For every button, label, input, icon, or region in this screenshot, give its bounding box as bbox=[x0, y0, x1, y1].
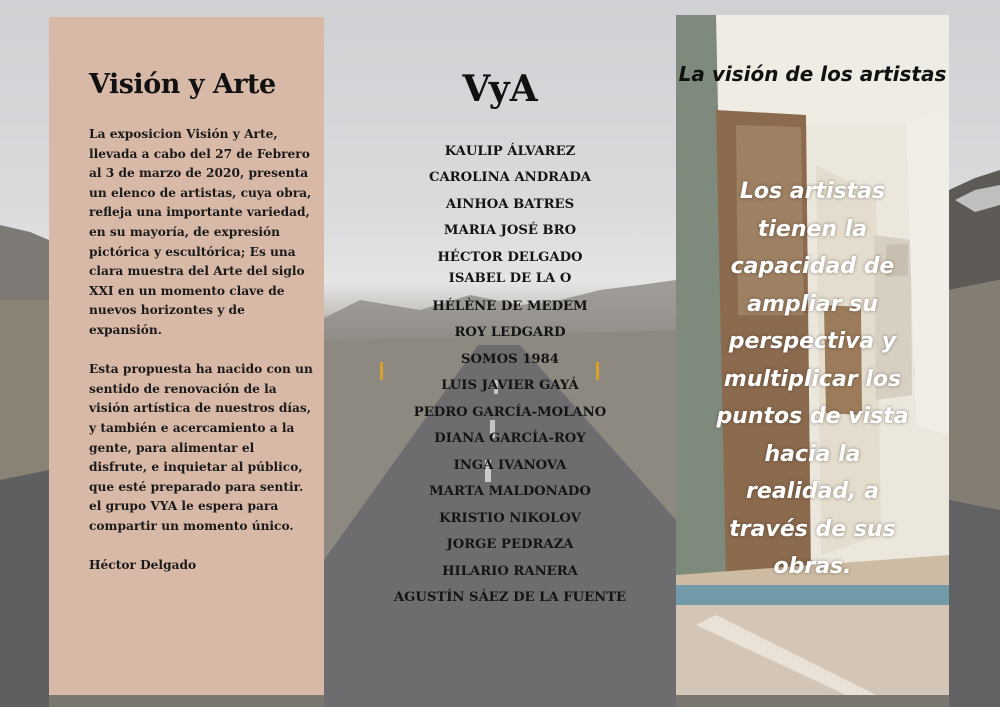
artist-name: HÉLÈNE DE MEDEM bbox=[432, 299, 588, 314]
artist-name: LUIS JAVIER GAYÁ bbox=[441, 378, 579, 393]
signature: Héctor Delgado bbox=[89, 558, 197, 573]
artist-name: HILARIO RANERA bbox=[442, 564, 578, 579]
artist-name: INGA IVANOVA bbox=[453, 458, 567, 473]
artist-name: MARTA MALDONADO bbox=[429, 484, 591, 499]
panel-heading: La visión de los artistas bbox=[678, 62, 947, 86]
artist-name: PEDRO GARCÍA-MOLANO bbox=[413, 405, 607, 420]
artist-name: JORGE PEDRAZA bbox=[446, 537, 574, 552]
artist-name: CAROLINA ANDRADA bbox=[428, 170, 592, 185]
intro-panel bbox=[49, 17, 324, 695]
intro-text bbox=[89, 125, 314, 576]
artist-name: KRISTIO NIKOLOV bbox=[439, 511, 581, 526]
artist-name: ROY LEDGARD bbox=[454, 325, 566, 340]
artist-name: HÉCTOR DELGADO bbox=[437, 250, 583, 265]
intro-paragraph-1: La exposicion Visión y Arte, llevada a cabo del 27 de Febrero al 3 de marzo de 2020, presenta un elenco de artistas, cuya obra, refleja una importante variedad, en su mayoría, de expresión pictórica y escultórica; Es una clara muestra del Arte del siglo XXI en un momento clave de nuevos horizontes y de expansión. bbox=[89, 127, 312, 337]
quote-panel bbox=[676, 15, 949, 695]
artist-name: AINHOA BATRES bbox=[445, 197, 575, 212]
group-title: VyA bbox=[462, 68, 538, 110]
intro-paragraph-2: Esta propuesta ha nacido con un sentido de renovación de la visión artística de nuestros días, y también e acercamiento a la gente, para alimentar el disfrute, e inquietar al público, que esté preparado para sentir. bbox=[89, 362, 313, 494]
artist-name: AGUSTÍN SÁEZ DE LA FUENTE bbox=[393, 590, 627, 605]
artist-name: DIANA GARCÍA-ROY bbox=[434, 431, 586, 446]
artist-name: ISABEL DE LA O bbox=[448, 271, 572, 286]
intro-paragraph-3: el grupo VYA le espera para compartir un momento único. bbox=[89, 499, 294, 533]
artists-quote: Los artistas tienen la capacidad de ampliar su perspectiva y multiplicar los puntos de vista hacia la realidad, a través de sus obras. bbox=[716, 179, 909, 579]
artist-name: MARIA JOSÉ BRO bbox=[443, 223, 577, 238]
exhibition-title: Visión y Arte bbox=[89, 69, 276, 100]
artist-name: SOMOS 1984 bbox=[461, 352, 559, 367]
artist-name: KAULIP ÁLVAREZ bbox=[444, 144, 576, 159]
